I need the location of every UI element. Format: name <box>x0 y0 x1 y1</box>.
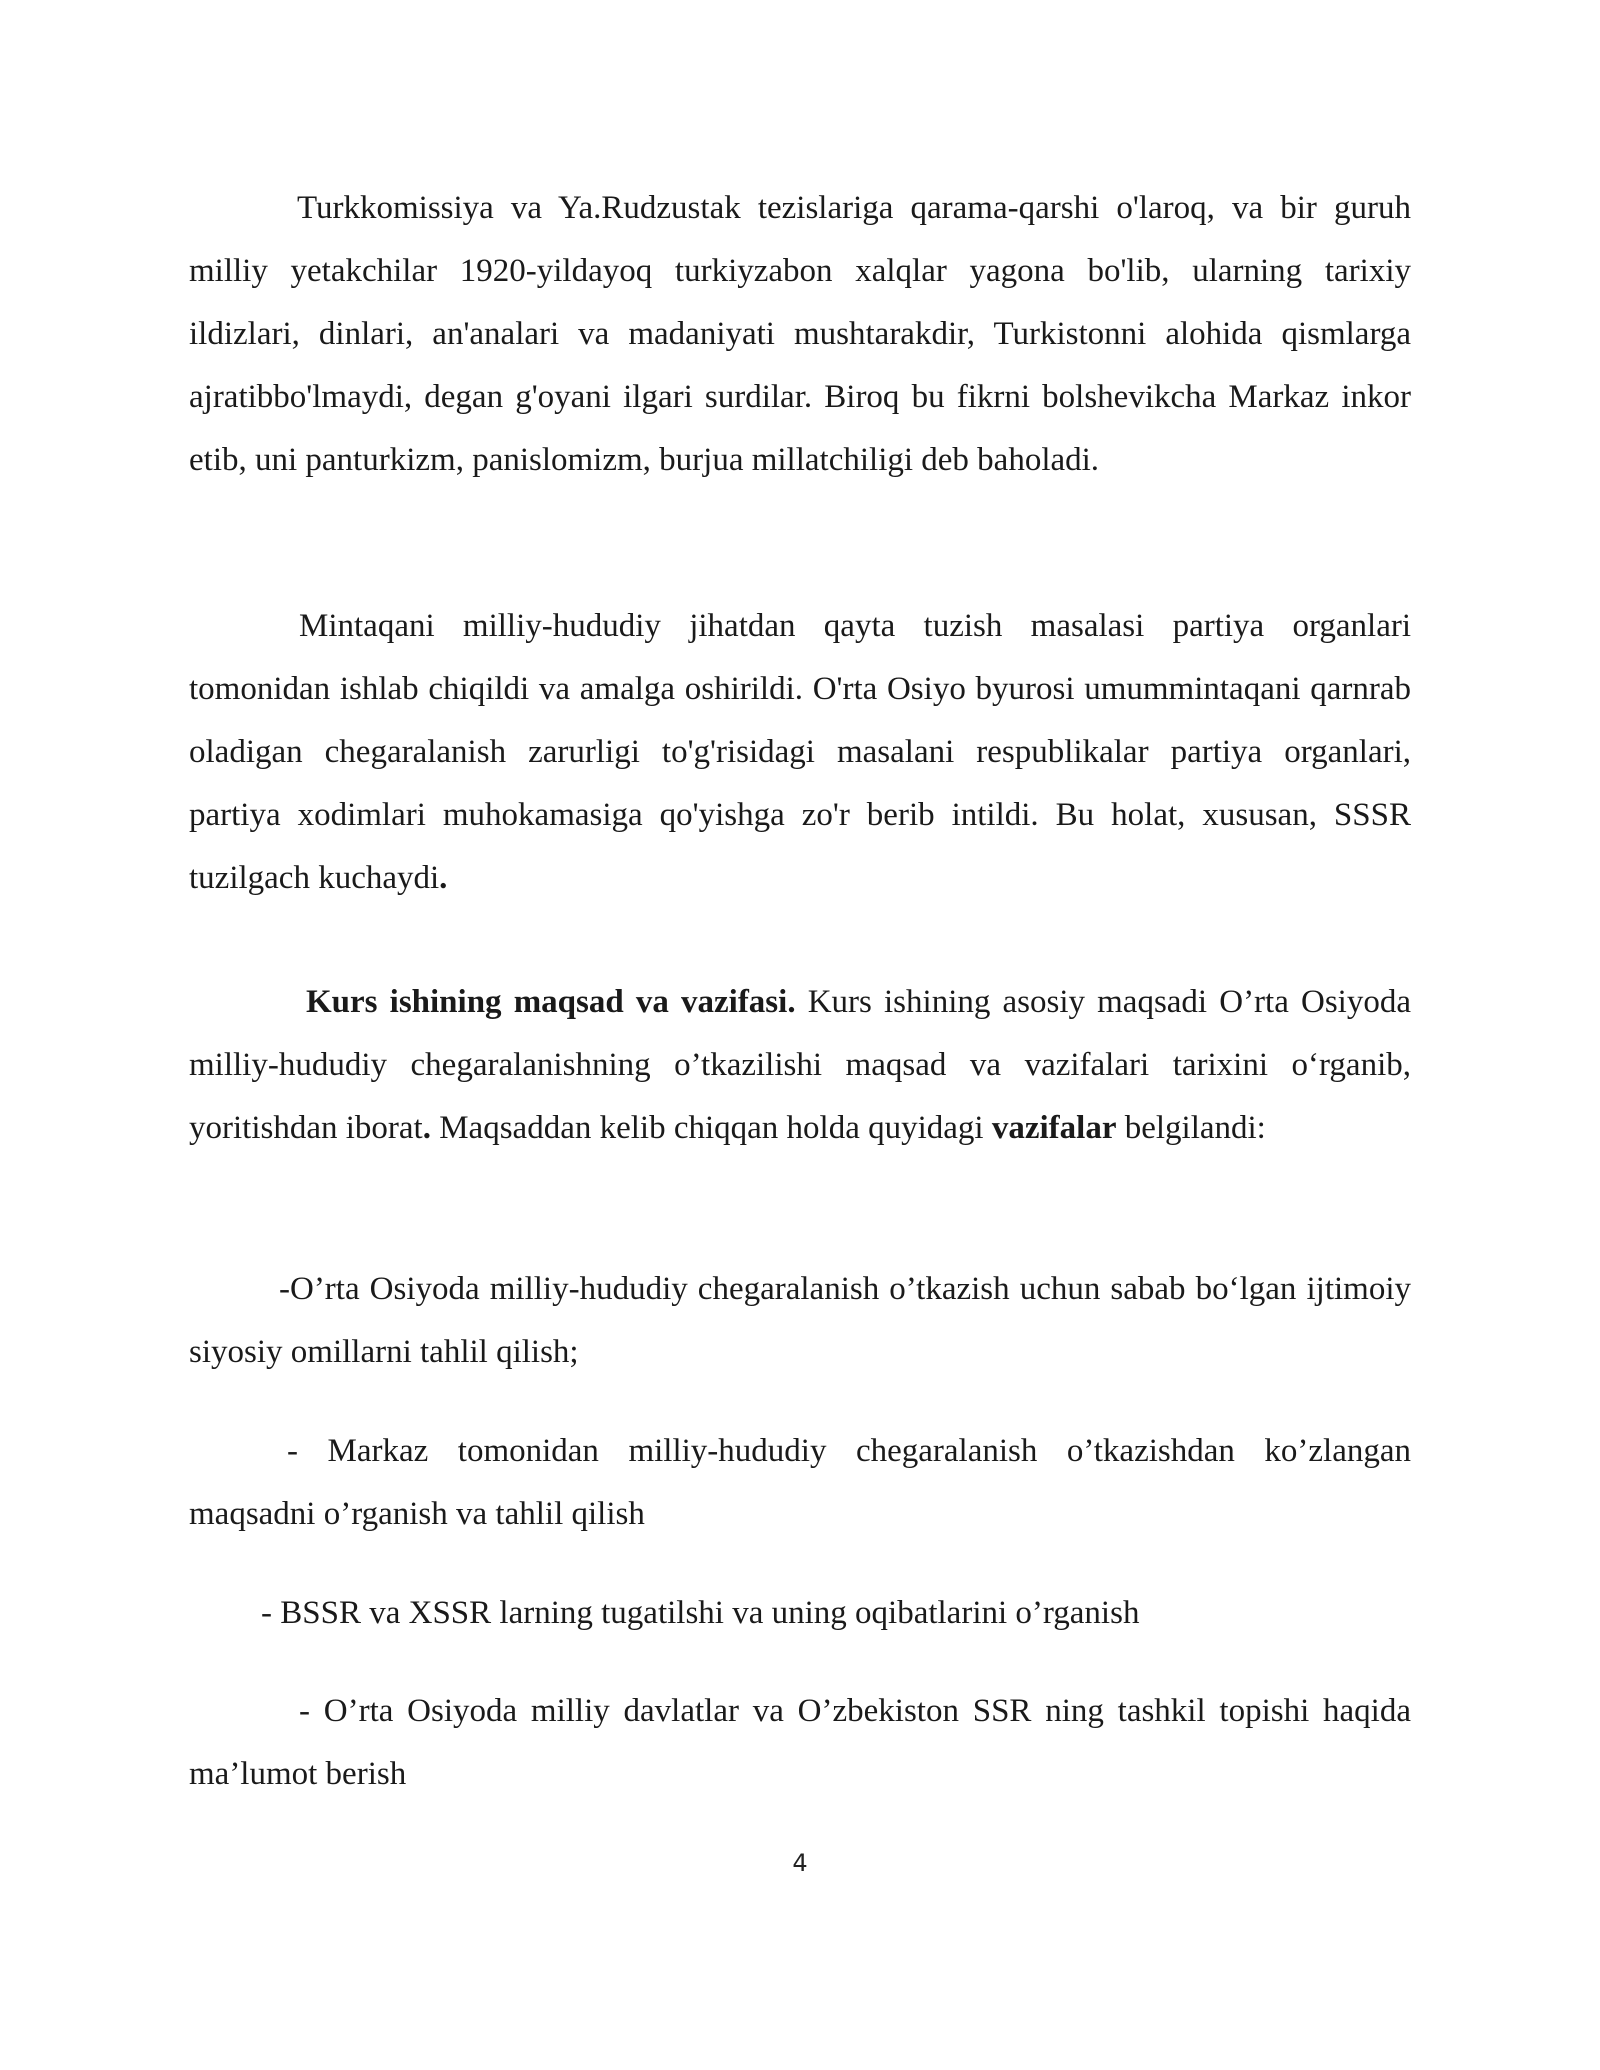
paragraph-text-c: belgilandi: <box>1116 1110 1266 1146</box>
section-heading: Kurs ishining maqsad va vazifasi. <box>306 984 796 1020</box>
list-item-text: - BSSR va XSSR larning tugatilshi va uning oqibatlarini o’rganish <box>261 1595 1140 1631</box>
paragraph-course-goal <box>189 971 1411 1160</box>
paragraph-text-b: Maqsaddan kelib chiqqan holda quyidagi <box>430 1110 992 1146</box>
list-item <box>189 1680 1411 1806</box>
paragraph-text-a: Kurs ishining asosiy maqsadi O’rta Osiyoda milliy-hududiy chegaralanishning o’tkazilishi maqsad va vazifalari tarixini o‘rganib, yoritishdan iborat <box>189 984 1411 1146</box>
paragraph-intro <box>189 177 1411 492</box>
tasks-keyword: vazifalar <box>991 1110 1117 1146</box>
paragraph-regional-restructuring <box>189 595 1411 910</box>
list-item <box>189 1582 1411 1645</box>
list-item-text: - O’rta Osiyoda milliy davlatlar va O’zbekiston SSR ning tashkil topishi haqida ma’lumot berish <box>189 1693 1411 1792</box>
list-item <box>189 1420 1411 1546</box>
list-item <box>189 1258 1411 1384</box>
paragraph-text: Mintaqani milliy-hududiy jihatdan qayta tuzish masalasi partiya organlari tomonidan ishlab chiqildi va amalga oshirildi. O'rta Osiyo byurosi umummintaqani qarnrab oladigan chegaralanish zarurligi to'g'risidagi masalani respublikalar partiya organlari, partiya xodimlari muhokamasiga qo'yishga zo'r berib intildi. Bu holat, xususan, SSSR tuzilgach kuchaydi <box>189 608 1411 896</box>
list-item-text: -O’rta Osiyoda milliy-hududiy chegaralanish o’tkazish uchun sabab bo‘lgan ijtimoiy siyosiy omillarni tahlil qilish; <box>189 1271 1411 1370</box>
paragraph-end-mark: . <box>439 860 448 896</box>
list-item-text: - Markaz tomonidan milliy-hududiy chegaralanish o’tkazishdan ko’zlangan maqsadni o’rganish va tahlil qilish <box>189 1433 1411 1532</box>
page-number: 4 <box>792 1849 808 1877</box>
paragraph-mark: . <box>422 1110 431 1146</box>
paragraph-text: Turkkomissiya va Ya.Rudzustak tezislariga qarama-qarshi o'laroq, va bir guruh milliy yetakchilar 1920-yildayoq turkiyzabon xalqlar yagona bo'lib, ularning tarixiy ildizlari, dinlari, an'analari va madaniyati mushtarakdir, Turkistonni alohida qismlarga ajratibbo'lmaydi, degan g'oyani ilgari surdilar. Biroq bu fikrni bolshevikcha Markaz inkor etib, uni panturkizm, panislomizm, burjua millatchiligi deb baholadi. <box>189 190 1411 478</box>
